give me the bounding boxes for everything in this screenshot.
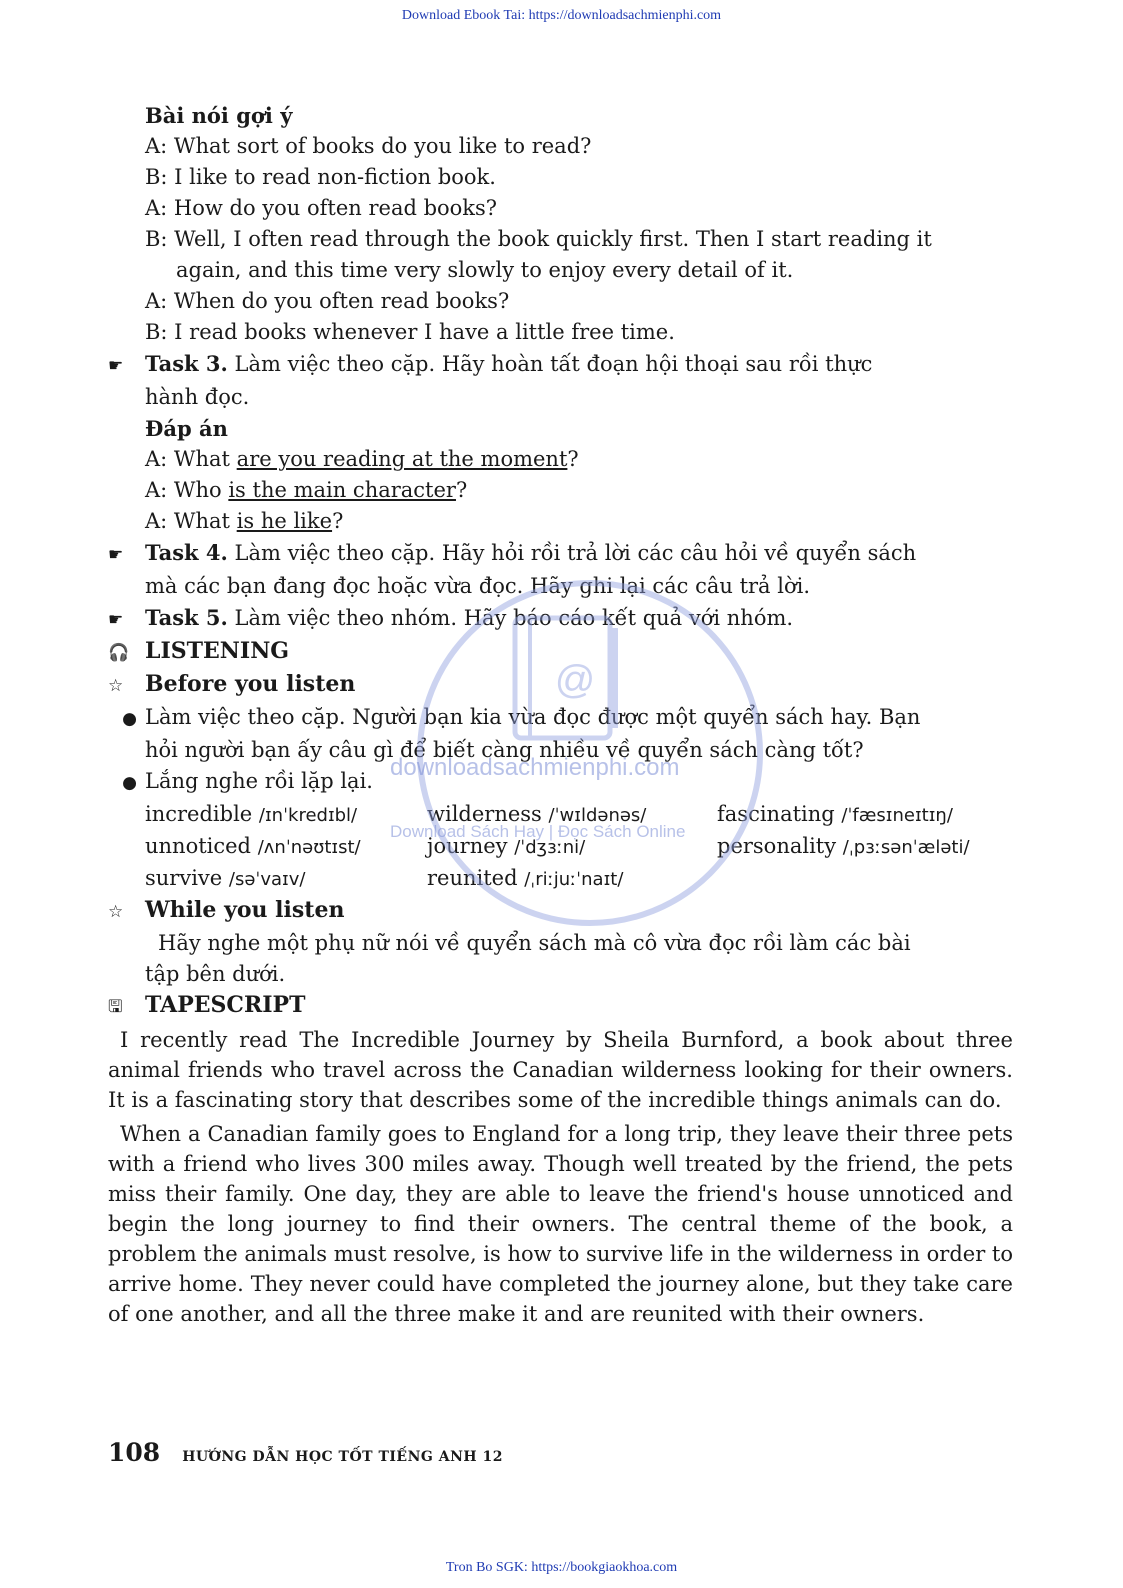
answer-line: A: What is he like? [145, 509, 344, 533]
watermark-at-symbol: @ [554, 658, 596, 702]
tapescript-paragraph: When a Canadian family goes to England for a long trip, they leave their three pets with a friend who lives 300 miles away. Though well treated by the friend, the pets miss their family. One day, they are able to leave the friend's house unnoticed and begin the long journey to find their owners. The central theme of the book, a problem the animals must resolve, is how to survive life in the wilderness in order to arrive home. They never could have completed the journey alone, but they take care of one another, and all the three make it and are reunited with their owners. [108, 1122, 1013, 1326]
dialogue-line: A: When do you often read books? [145, 289, 510, 313]
task3-text: Làm việc theo cặp. Hãy hoàn tất đoạn hội thoại sau rồi thực [234, 352, 873, 376]
footer-sgk-link[interactable]: Tron Bo SGK: https://bookgiaokhoa.com [445, 1560, 678, 1575]
star-icon: ☆ [108, 676, 124, 696]
task3-label: Task 3. [145, 351, 228, 376]
bullet-icon: ● [122, 773, 137, 793]
bullet-item-continued: hỏi người bạn ấy câu gì để biết càng nhiều về quyển sách càng tốt? [145, 738, 864, 762]
task4: ☛ Task 4. Làm việc theo cặp. Hãy hỏi rồi trả lời các câu hỏi về quyển sách [108, 537, 1013, 571]
answer-title: Đáp án [145, 416, 228, 441]
page-number: 108 [108, 1438, 161, 1467]
book-title: HƯỚNG DẪN HỌC TỐT TIẾNG ANH 12 [182, 1449, 503, 1465]
vocab-item: survive /səˈvaɪv/ [145, 866, 306, 890]
headphones-icon: 🎧 [108, 643, 130, 663]
task4-text-continued: mà các bạn đang đọc hoặc vừa đọc. Hãy ghi lại các câu trả lời. [145, 574, 811, 598]
task3-text-continued: hành đọc. [145, 385, 250, 409]
before-you-listen-heading: ☆ Before you listen [108, 669, 1013, 702]
vocab-item: personality /ˌpɜːsənˈæləti/ [717, 834, 970, 858]
task3 [108, 348, 1013, 382]
answer-line: A: What are you reading at the moment? [145, 447, 579, 471]
bullet-item: ● Làm việc theo cặp. Người bạn kia vừa đọc được một quyển sách hay. Bạn [108, 702, 1013, 735]
dialogue-line-continued: again, and this time very slowly to enjoy every detail of it. [176, 258, 794, 282]
answer-blank-fill: is the main character [228, 478, 456, 502]
dialogue-line: B: I like to read non-fiction book. [145, 165, 496, 189]
dialogue-line: B: Well, I often read through the book quickly first. Then I start reading it [145, 227, 932, 251]
vocab-item: journey /ˈdʒɜːni/ [427, 834, 586, 858]
while-you-listen-text-continued: tập bên dưới. [145, 962, 286, 986]
dialogue-line: A: How do you often read books? [145, 196, 498, 220]
bullet-item: ● Lắng nghe rồi lặp lại. [108, 766, 1013, 799]
answer-line: A: Who is the main character? [145, 478, 468, 502]
while-you-listen-text: Hãy nghe một phụ nữ nói về quyển sách mà cô vừa đọc rồi làm các bài [158, 931, 911, 955]
task5: ☛ Task 5. Làm việc theo nhóm. Hãy báo cáo kết quả với nhóm. [108, 602, 1013, 636]
vocab-item: fascinating /ˈfæsɪneɪtɪŋ/ [717, 802, 953, 826]
header-download-link[interactable]: Download Ebook Tai: https://downloadsachmienphi.com [401, 8, 722, 23]
bullet-icon: ● [122, 709, 137, 729]
listening-heading: 🎧 LISTENING [108, 636, 1013, 669]
page-content [108, 100, 1013, 1329]
save-disk-icon: 🖫 [108, 997, 123, 1017]
dialogue-line: B: I read books whenever I have a little free time. [145, 320, 675, 344]
while-you-listen-heading: ☆ While you listen [108, 895, 1013, 928]
vocab-item: incredible /ɪnˈkredɪbl/ [145, 802, 358, 826]
vocab-item: unnoticed /ʌnˈnəʊtɪst/ [145, 834, 361, 858]
pointing-hand-icon: ☛ [108, 610, 124, 630]
vocab-item: wilderness /ˈwɪldənəs/ [427, 802, 647, 826]
suggested-talk-title: Bài nói gợi ý [145, 103, 293, 128]
vocabulary-list [108, 799, 1013, 895]
pointing-hand-icon: ☛ [108, 356, 124, 376]
page-footer [108, 1438, 503, 1467]
answer-blank-fill: are you reading at the moment [236, 447, 568, 471]
vocab-item: reunited /ˌriːjuːˈnaɪt/ [427, 866, 624, 890]
dialogue-line: A: What sort of books do you like to read? [145, 134, 592, 158]
tapescript-heading: 🖫 TAPESCRIPT [108, 990, 1013, 1023]
star-icon: ☆ [108, 902, 124, 922]
watermark-subtext: Download Sách Hay | Đọc Sách Online [390, 822, 686, 841]
watermark-text: downloadsachmienphi.com [390, 754, 680, 781]
answer-blank-fill: is he like [236, 509, 333, 533]
tapescript-paragraph: I recently read The Incredible Journey by Sheila Burnford, a book about three animal friends who travel across the Canadian wilderness looking for their owners. It is a fascinating story that describes some of the incredible things animals can do. [108, 1028, 1013, 1112]
pointing-hand-icon: ☛ [108, 545, 124, 565]
